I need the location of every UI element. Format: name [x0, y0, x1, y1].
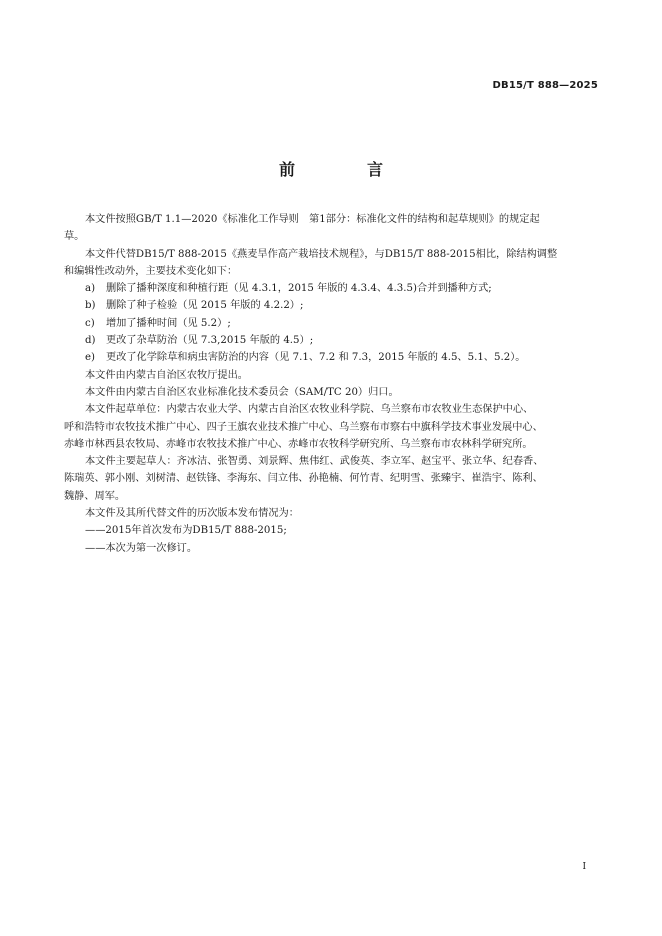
list-item — [64, 315, 604, 332]
paragraph-line: 和编辑性改动外，主要技术变化如下： — [64, 265, 238, 277]
paragraph-line: 本文件起草单位：内蒙古农业大学、内蒙古自治区农牧业科学院、乌兰察布市农牧业生态保护中心、 — [85, 404, 534, 416]
list-marker: d) — [85, 335, 96, 347]
list-text: 删除了种子检验（见 2015 年版的 4.2.2）; — [106, 300, 304, 312]
list-marker: b) — [85, 300, 96, 312]
history-item: ——本次为第一次修订。 — [85, 542, 198, 554]
paragraph: 本文件由内蒙古自治区农业标准化技术委员会（SAM/TC 20）归口。 — [85, 386, 399, 398]
list-item — [64, 280, 604, 297]
foreword-body — [64, 211, 604, 557]
list-marker: e) — [85, 352, 96, 364]
paragraph-line: 陈瑞英、郭小刚、刘树清、赵铁锋、李海东、闫立伟、孙艳楠、何竹青、纪明雪、张臻宇、崔浩宇、陈利、 — [64, 473, 543, 485]
list-item — [64, 332, 604, 349]
list-marker: a) — [85, 283, 96, 295]
document-code: DB15/T 888—2025 — [492, 80, 598, 91]
paragraph-line: 赤峰市林西县农牧局、赤峰市农牧技术推广中心、赤峰市农牧科学研究所、乌兰察布市农林科学研究所。 — [64, 438, 533, 450]
history-item: ——2015年首次发布为DB15/T 888-2015; — [85, 525, 287, 537]
paragraph-line: 本文件代替DB15/T 888-2015《燕麦旱作高产栽培技术规程》，与DB15/T 888-2015相比，除结构调整 — [85, 248, 558, 260]
list-text: 更改了杂草防治（见 7.3,2015 年版的 4.5）; — [106, 335, 314, 347]
list-item — [64, 297, 604, 314]
paragraph-line: 魏静、周军。 — [64, 490, 126, 502]
list-text: 增加了播种时间（见 5.2）; — [106, 317, 231, 329]
paragraph: 本文件由内蒙古自治区农牧厅提出。 — [85, 369, 248, 381]
page-number: I — [582, 862, 586, 872]
paragraph-line: 草。 — [64, 231, 85, 243]
paragraph-line: 本文件按照GB/T 1.1—2020《标准化工作导则 第1部分：标准化文件的结构和起草规则》的规定起 — [85, 214, 540, 225]
paragraph-line: 本文件主要起草人：齐冰洁、张智勇、刘景辉、焦伟红、武俊英、李立军、赵宝平、张立华、纪春香、 — [85, 456, 544, 468]
list-marker: c) — [85, 317, 95, 329]
page-title: 前 言 — [278, 160, 411, 179]
list-item — [64, 349, 604, 366]
paragraph-line: 呼和浩特市农牧技术推广中心、四子王旗农业技术推广中心、乌兰察布市察右中旗科学技术事业发展中心、 — [64, 421, 543, 433]
list-text: 更改了化学除草和病虫害防治的内容（见 7.1、7.2 和 7.3，2015 年版的 4.5、5.1、5.2）。 — [106, 352, 526, 364]
paragraph: 本文件及其所代替文件的历次版本发布情况为： — [85, 508, 299, 520]
list-text: 删除了播种深度和种植行距（见 4.3.1，2015 年版的 4.3.4、4.3.5)合并到播种方式; — [106, 283, 492, 295]
